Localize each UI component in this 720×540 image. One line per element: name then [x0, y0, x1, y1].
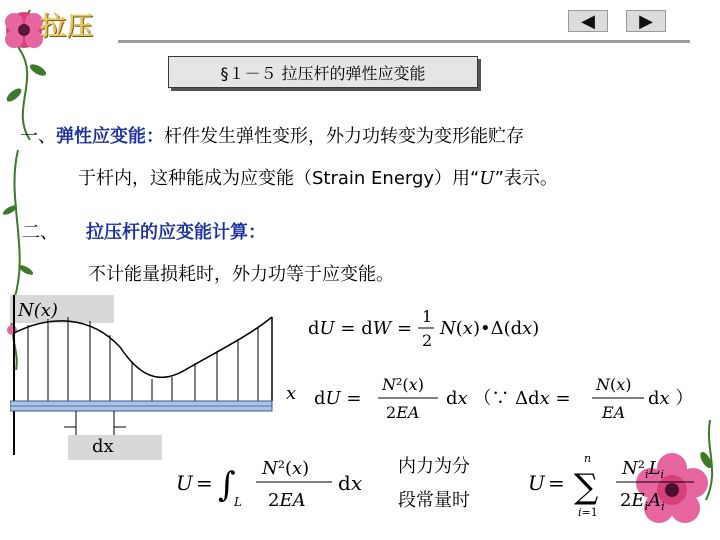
- svg-text:EA: EA: [602, 403, 626, 422]
- svg-text:∫: ∫: [218, 465, 236, 505]
- svg-text:2: 2: [422, 331, 433, 350]
- svg-text:U: U: [528, 471, 545, 495]
- svg-text:n: n: [584, 452, 592, 465]
- svg-text:U: U: [176, 471, 193, 495]
- svg-text:∑: ∑: [574, 467, 599, 507]
- axial-force-curve: [14, 317, 272, 377]
- svg-text:L: L: [234, 495, 242, 509]
- formula-work-energy: [308, 300, 568, 356]
- hatch-lines: [28, 317, 258, 401]
- formula-total-energy-sum: [528, 448, 708, 522]
- section-title: [168, 56, 478, 88]
- strain-energy-term: 弹性应变能：: [56, 126, 164, 147]
- triangle-right-icon: ▶: [639, 10, 653, 32]
- svg-text:1: 1: [422, 307, 433, 326]
- svg-text:N²(x): N²(x): [382, 375, 424, 394]
- dx-label: dx: [92, 436, 114, 457]
- piecewise-label-1: 内力为分: [398, 456, 470, 477]
- svg-text:i=1: i=1: [578, 506, 598, 519]
- svg-text:dx （∵ Δdx =: dx （∵ Δdx =: [446, 388, 571, 409]
- piecewise-label-2: 段常量时: [398, 490, 470, 511]
- energy-note: 不计能量损耗时，外力功等于应变能。: [88, 264, 394, 285]
- definition-text-2: 于杆内，这种能成为应变能（Strain Energy）用“: [78, 168, 480, 189]
- svg-text:dx ）: dx ）: [648, 388, 694, 409]
- svg-text:N(x)•Δ(dx): N(x)•Δ(dx): [440, 318, 540, 339]
- definition-text-1: 杆件发生弹性变形，外力功转变为变形能贮存: [164, 126, 524, 147]
- definition-line-1: [20, 122, 524, 148]
- svg-text:2EiAi: $2E_iA_i$: [620, 490, 665, 513]
- svg-text:dx: dx: [338, 471, 363, 495]
- svg-text:N²iLi: $N^2_iL_i$: [622, 458, 664, 481]
- next-slide-button[interactable]: [626, 10, 666, 32]
- svg-text:N(x): N(x): [596, 375, 632, 394]
- lesson-badge: 拉压: [40, 12, 95, 42]
- header-rule: [118, 40, 690, 43]
- svg-text:=: =: [196, 471, 213, 495]
- svg-text:dU =: dU =: [314, 388, 362, 409]
- prev-slide-button[interactable]: [568, 10, 608, 32]
- axis-label: N(x): [18, 300, 58, 321]
- formula-total-energy-integral: [176, 448, 376, 518]
- svg-text:dU = dW =: dU = dW =: [308, 318, 413, 339]
- formula-differential-energy: [314, 370, 694, 430]
- definition-line-2: [78, 164, 558, 190]
- section2-number: 二、: [22, 222, 58, 243]
- x-label: x: [286, 383, 297, 404]
- triangle-left-icon: ◀: [581, 10, 595, 32]
- definition-text-3: ”表示。: [494, 168, 558, 189]
- svg-text:=: =: [548, 471, 565, 495]
- section1-number: 一、: [20, 126, 56, 147]
- svg-text:N²(x): N²(x): [262, 458, 310, 479]
- section2-title: 拉压杆的应变能计算：: [86, 222, 266, 243]
- svg-text:2EA: 2EA: [386, 403, 420, 422]
- section-title-text: §１－５ 拉压杆的弹性应变能: [220, 63, 426, 83]
- energy-symbol: U: [479, 168, 495, 189]
- dx-label-bg: [68, 435, 162, 460]
- svg-text:2EA: 2EA: [268, 490, 306, 511]
